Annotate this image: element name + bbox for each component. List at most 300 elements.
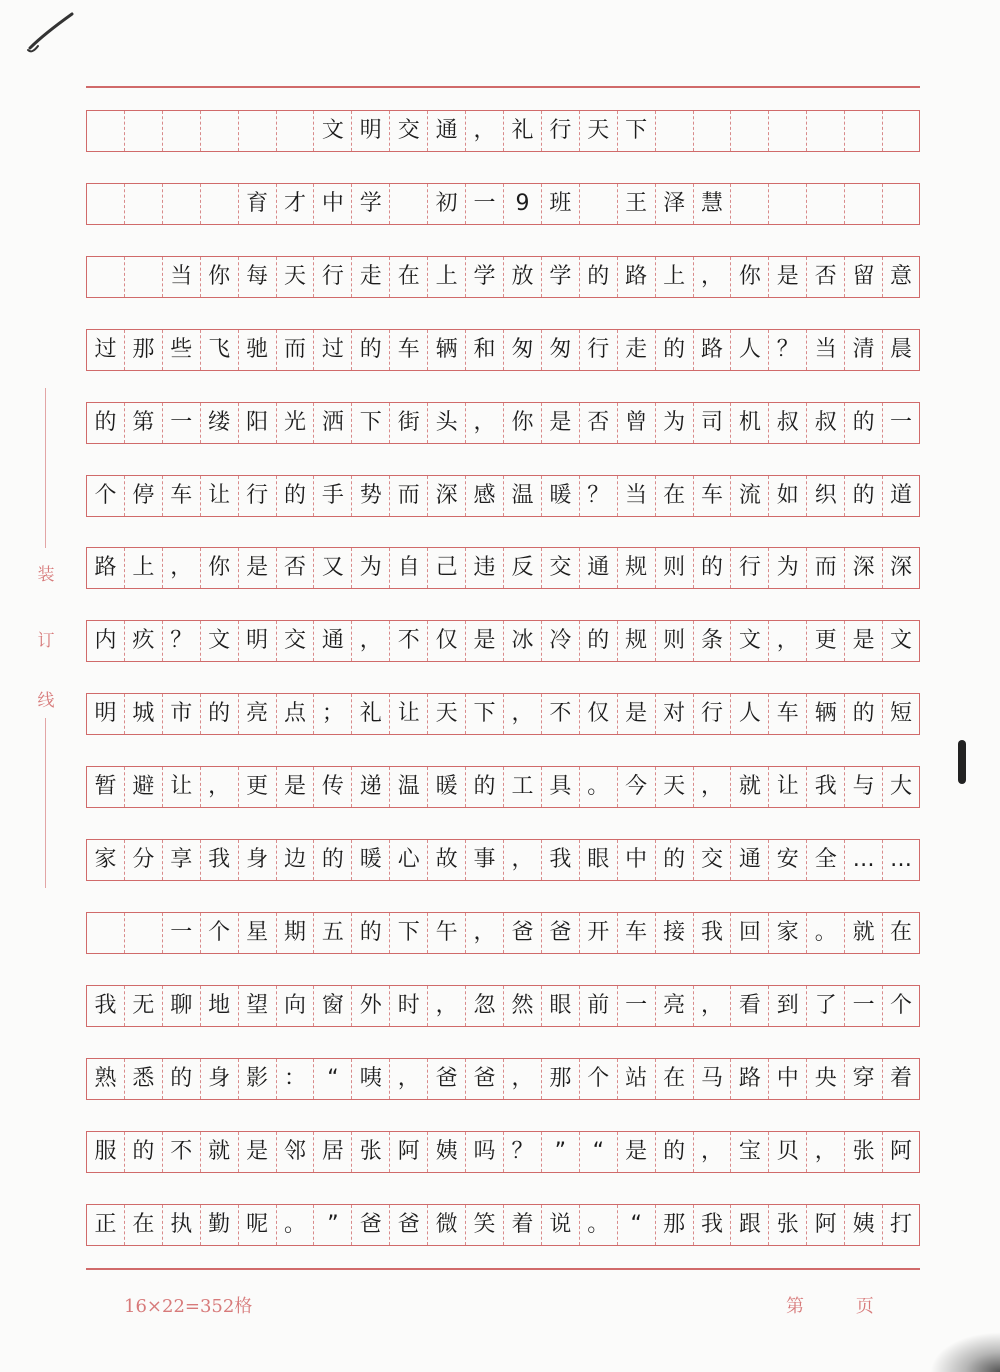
grid-cell: 行 bbox=[541, 111, 579, 151]
grid-cell: 机 bbox=[730, 403, 768, 443]
grid-cell: 温 bbox=[503, 476, 541, 516]
grid-cell bbox=[162, 184, 200, 224]
grid-cell: 避 bbox=[124, 767, 162, 807]
grid-cell bbox=[768, 111, 806, 151]
grid-cell: 下 bbox=[389, 913, 427, 953]
grid-cell: 更 bbox=[238, 767, 276, 807]
grid-cell bbox=[86, 184, 124, 224]
grid-cell: 与 bbox=[844, 767, 882, 807]
grid-cell: 暖 bbox=[351, 840, 389, 880]
grid-cell: 你 bbox=[503, 403, 541, 443]
grid-cell: 过 bbox=[313, 330, 351, 370]
grid-row bbox=[86, 402, 920, 444]
grid-cell: 那 bbox=[124, 330, 162, 370]
grid-cell: 感 bbox=[465, 476, 503, 516]
grid-cell: 那 bbox=[655, 1205, 693, 1245]
grid-cell: 礼 bbox=[351, 694, 389, 734]
grid-cell: 行 bbox=[313, 257, 351, 297]
grid-cell: 眼 bbox=[541, 986, 579, 1026]
grid-cell: 不 bbox=[389, 621, 427, 661]
grid-cell: 街 bbox=[389, 403, 427, 443]
grid-cell: 期 bbox=[276, 913, 314, 953]
grid-cell: 些 bbox=[162, 330, 200, 370]
grid-cell bbox=[730, 111, 768, 151]
grid-cell: 执 bbox=[162, 1205, 200, 1245]
grid-cell: 我 bbox=[541, 840, 579, 880]
grid-cell: 暖 bbox=[427, 767, 465, 807]
grid-row bbox=[86, 693, 920, 735]
grid-cell: 人 bbox=[730, 330, 768, 370]
grid-cell: 爸 bbox=[541, 913, 579, 953]
grid-cell: 明 bbox=[351, 111, 389, 151]
grid-cell: 学 bbox=[541, 257, 579, 297]
grid-cell: 为 bbox=[351, 548, 389, 588]
grid-cell: 礼 bbox=[503, 111, 541, 151]
grid-cell: 而 bbox=[276, 330, 314, 370]
grid-cell: 的 bbox=[693, 548, 731, 588]
grid-cell: 我 bbox=[86, 986, 124, 1026]
grid-row bbox=[86, 985, 920, 1027]
grid-cell: 是 bbox=[617, 1132, 655, 1172]
grid-cell: 在 bbox=[389, 257, 427, 297]
grid-cell: 上 bbox=[124, 548, 162, 588]
grid-cell: 爸 bbox=[389, 1205, 427, 1245]
grid-cell: 的 bbox=[844, 694, 882, 734]
grid-row bbox=[86, 839, 920, 881]
grid-cell: 央 bbox=[806, 1059, 844, 1099]
grid-cell: 的 bbox=[200, 694, 238, 734]
grid-cell: 车 bbox=[617, 913, 655, 953]
grid-row bbox=[86, 475, 920, 517]
grid-cell: 马 bbox=[693, 1059, 731, 1099]
grid-cell: 让 bbox=[200, 476, 238, 516]
grid-cell: 当 bbox=[617, 476, 655, 516]
grid-cell: 在 bbox=[655, 476, 693, 516]
grid-cell: 的 bbox=[162, 1059, 200, 1099]
grid-cell: 暂 bbox=[86, 767, 124, 807]
grid-cell: 飞 bbox=[200, 330, 238, 370]
grid-cell: 让 bbox=[768, 767, 806, 807]
grid-cell: 自 bbox=[389, 548, 427, 588]
grid-row bbox=[86, 620, 920, 662]
grid-cell: ， bbox=[693, 767, 731, 807]
grid-cell bbox=[806, 111, 844, 151]
grid-cell: 悉 bbox=[124, 1059, 162, 1099]
grid-cell: ， bbox=[693, 986, 731, 1026]
grid-cell: 的 bbox=[313, 840, 351, 880]
grid-cell: … bbox=[882, 840, 920, 880]
grid-cell: 交 bbox=[389, 111, 427, 151]
grid-cell: 宝 bbox=[730, 1132, 768, 1172]
grid-cell: ？ bbox=[503, 1132, 541, 1172]
grid-cell: 深 bbox=[882, 548, 920, 588]
grid-cell: ， bbox=[465, 111, 503, 151]
grid-cell: 分 bbox=[124, 840, 162, 880]
grid-cell: 明 bbox=[238, 621, 276, 661]
grid-cell: 个 bbox=[86, 476, 124, 516]
grid-cell: 叔 bbox=[768, 403, 806, 443]
grid-cell bbox=[693, 111, 731, 151]
grid-cell: 望 bbox=[238, 986, 276, 1026]
grid-cell: 阿 bbox=[389, 1132, 427, 1172]
grid-cell: 9 bbox=[503, 184, 541, 224]
grid-cell: 的 bbox=[86, 403, 124, 443]
grid-cell: 暖 bbox=[541, 476, 579, 516]
grid-cell: 。 bbox=[579, 767, 617, 807]
grid-cell: 慧 bbox=[693, 184, 731, 224]
grid-cell: 的 bbox=[276, 476, 314, 516]
grid-cell: 车 bbox=[162, 476, 200, 516]
grid-cell: 交 bbox=[276, 621, 314, 661]
grid-cell bbox=[124, 913, 162, 953]
grid-cell: 短 bbox=[882, 694, 920, 734]
grid-cell: 通 bbox=[730, 840, 768, 880]
grid-cell: 贝 bbox=[768, 1132, 806, 1172]
grid-cell: 一 bbox=[465, 184, 503, 224]
grid-row bbox=[86, 912, 920, 954]
grid-cell: 服 bbox=[86, 1132, 124, 1172]
grid-cell: 一 bbox=[617, 986, 655, 1026]
grid-cell: 为 bbox=[655, 403, 693, 443]
grid-cell bbox=[768, 184, 806, 224]
grid-cell bbox=[200, 184, 238, 224]
grid-cell: 邻 bbox=[276, 1132, 314, 1172]
grid-cell: ， bbox=[389, 1059, 427, 1099]
grid-cell: 那 bbox=[541, 1059, 579, 1099]
grid-cell: ， bbox=[465, 913, 503, 953]
grid-cell: 具 bbox=[541, 767, 579, 807]
grid-cell: 张 bbox=[844, 1132, 882, 1172]
grid-cell: 午 bbox=[427, 913, 465, 953]
grid-cell: 熟 bbox=[86, 1059, 124, 1099]
grid-cell: 姨 bbox=[427, 1132, 465, 1172]
grid-cell: 天 bbox=[427, 694, 465, 734]
grid-cell: 大 bbox=[882, 767, 920, 807]
grid-cell: 前 bbox=[579, 986, 617, 1026]
grid-cell: 己 bbox=[427, 548, 465, 588]
grid-cell: 文 bbox=[313, 111, 351, 151]
grid-cell bbox=[200, 111, 238, 151]
grid-cell: 的 bbox=[655, 840, 693, 880]
grid-cell: 车 bbox=[693, 476, 731, 516]
grid-cell: 故 bbox=[427, 840, 465, 880]
grid-cell: 身 bbox=[238, 840, 276, 880]
grid-cell bbox=[124, 184, 162, 224]
grid-cell: 学 bbox=[351, 184, 389, 224]
grid-cell bbox=[124, 257, 162, 297]
grid-cell: 通 bbox=[579, 548, 617, 588]
grid-cell bbox=[655, 111, 693, 151]
grid-cell: 我 bbox=[806, 767, 844, 807]
grid-cell: 冰 bbox=[503, 621, 541, 661]
grid-cell: 如 bbox=[768, 476, 806, 516]
grid-cell: 温 bbox=[389, 767, 427, 807]
grid-cell: 司 bbox=[693, 403, 731, 443]
grid-cell: 曾 bbox=[617, 403, 655, 443]
grid-cell: 说 bbox=[541, 1205, 579, 1245]
grid-cell: ， bbox=[465, 403, 503, 443]
grid-cell: 停 bbox=[124, 476, 162, 516]
grid-cell: 势 bbox=[351, 476, 389, 516]
grid-row bbox=[86, 183, 920, 225]
grid-cell: 文 bbox=[730, 621, 768, 661]
grid-cell: 不 bbox=[541, 694, 579, 734]
grid-cell: 身 bbox=[200, 1059, 238, 1099]
grid-row bbox=[86, 547, 920, 589]
grid-cell: “ bbox=[617, 1205, 655, 1245]
grid-cell: 当 bbox=[806, 330, 844, 370]
grid-cell: ； bbox=[313, 694, 351, 734]
grid-cell: 深 bbox=[844, 548, 882, 588]
grid-cell: ” bbox=[313, 1205, 351, 1245]
grid-cell: 站 bbox=[617, 1059, 655, 1099]
grid-cell: 通 bbox=[427, 111, 465, 151]
binding-char-3: 线 bbox=[37, 691, 55, 711]
grid-cell: 辆 bbox=[806, 694, 844, 734]
grid-cell bbox=[86, 913, 124, 953]
grid-cell: 窗 bbox=[313, 986, 351, 1026]
grid-cell: ？ bbox=[162, 621, 200, 661]
grid-cell: 居 bbox=[313, 1132, 351, 1172]
grid-cell: 上 bbox=[427, 257, 465, 297]
grid-cell: 勤 bbox=[200, 1205, 238, 1245]
grid-cell: 是 bbox=[238, 1132, 276, 1172]
grid-cell: 第 bbox=[124, 403, 162, 443]
grid-cell: 心 bbox=[389, 840, 427, 880]
grid-cell bbox=[124, 111, 162, 151]
grid-cell: 市 bbox=[162, 694, 200, 734]
grid-cell bbox=[844, 184, 882, 224]
grid-cell: 打 bbox=[882, 1205, 920, 1245]
grid-cell: 路 bbox=[617, 257, 655, 297]
grid-cell bbox=[844, 111, 882, 151]
grid-cell: ， bbox=[351, 621, 389, 661]
grid-row bbox=[86, 1204, 920, 1246]
grid-cell: 爸 bbox=[427, 1059, 465, 1099]
grid-cell: 吗 bbox=[465, 1132, 503, 1172]
grid-cell: 下 bbox=[351, 403, 389, 443]
grid-cell: 为 bbox=[768, 548, 806, 588]
grid-cell: 家 bbox=[86, 840, 124, 880]
grid-cell: 行 bbox=[238, 476, 276, 516]
grid-cell: 微 bbox=[427, 1205, 465, 1245]
grid-cell: 则 bbox=[655, 548, 693, 588]
grid-cell: 一 bbox=[844, 986, 882, 1026]
grid-cell: 接 bbox=[655, 913, 693, 953]
grid-cell: 疚 bbox=[124, 621, 162, 661]
grid-cell: 穿 bbox=[844, 1059, 882, 1099]
grid-cell: 的 bbox=[579, 257, 617, 297]
grid-cell: 的 bbox=[579, 621, 617, 661]
grid-cell: 而 bbox=[806, 548, 844, 588]
grid-cell: 开 bbox=[579, 913, 617, 953]
grid-cell bbox=[389, 184, 427, 224]
grid-cell: 爸 bbox=[465, 1059, 503, 1099]
grid-row bbox=[86, 1131, 920, 1173]
grid-cell: 。 bbox=[579, 1205, 617, 1245]
grid-cell: 当 bbox=[162, 257, 200, 297]
grid-cell: 一 bbox=[162, 913, 200, 953]
grid-cell: 向 bbox=[276, 986, 314, 1026]
grid-cell: 文 bbox=[882, 621, 920, 661]
grid-cell bbox=[162, 111, 200, 151]
grid-cell: 安 bbox=[768, 840, 806, 880]
scan-edge-mark bbox=[958, 740, 966, 784]
grid-cell: 让 bbox=[389, 694, 427, 734]
grid-cell: 的 bbox=[655, 330, 693, 370]
bottom-rule bbox=[86, 1268, 920, 1270]
grid-cell: 光 bbox=[276, 403, 314, 443]
grid-cell: 了 bbox=[806, 986, 844, 1026]
grid-cell: 道 bbox=[882, 476, 920, 516]
grid-cell: 个 bbox=[882, 986, 920, 1026]
grid-cell: 通 bbox=[313, 621, 351, 661]
grid-cell: 行 bbox=[579, 330, 617, 370]
grid-cell: ， bbox=[503, 1059, 541, 1099]
grid-cell: 是 bbox=[541, 403, 579, 443]
grid-cell: 张 bbox=[768, 1205, 806, 1245]
grid-cell bbox=[882, 184, 920, 224]
grid-cell: 爸 bbox=[351, 1205, 389, 1245]
grid-cell: 不 bbox=[162, 1132, 200, 1172]
grid-cell: ， bbox=[693, 257, 731, 297]
grid-cell: 流 bbox=[730, 476, 768, 516]
grid-cell: 则 bbox=[655, 621, 693, 661]
pen-stroke-mark bbox=[24, 10, 80, 54]
grid-cell: 享 bbox=[162, 840, 200, 880]
grid-cell: 否 bbox=[806, 257, 844, 297]
grid-cell: 洒 bbox=[313, 403, 351, 443]
grid-cell: 的 bbox=[351, 913, 389, 953]
grid-cell: 你 bbox=[730, 257, 768, 297]
grid-cell: 的 bbox=[844, 403, 882, 443]
grid-cell: 缕 bbox=[200, 403, 238, 443]
top-rule bbox=[86, 86, 920, 88]
grid-cell: 匆 bbox=[503, 330, 541, 370]
grid-cell: 影 bbox=[238, 1059, 276, 1099]
grid-cell: 仅 bbox=[427, 621, 465, 661]
grid-cell: 头 bbox=[427, 403, 465, 443]
grid-cell bbox=[806, 184, 844, 224]
grid-cell: 天 bbox=[655, 767, 693, 807]
grid-cell: 让 bbox=[162, 767, 200, 807]
grid-cell: 泽 bbox=[655, 184, 693, 224]
grid-cell: 就 bbox=[844, 913, 882, 953]
grid-cell: 走 bbox=[351, 257, 389, 297]
grid-cell: 意 bbox=[882, 257, 920, 297]
grid-cell: 初 bbox=[427, 184, 465, 224]
grid-cell: ， bbox=[768, 621, 806, 661]
grid-cell: 边 bbox=[276, 840, 314, 880]
grid-cell: “ bbox=[313, 1059, 351, 1099]
grid-cell: 辆 bbox=[427, 330, 465, 370]
grid-cell: 学 bbox=[465, 257, 503, 297]
grid-cell: 家 bbox=[768, 913, 806, 953]
grid-cell: 是 bbox=[238, 548, 276, 588]
grid-cell: 是 bbox=[465, 621, 503, 661]
grid-cell: 中 bbox=[313, 184, 351, 224]
grid-cell: 阳 bbox=[238, 403, 276, 443]
grid-cell: 外 bbox=[351, 986, 389, 1026]
grid-cell: ， bbox=[503, 840, 541, 880]
grid-cell: 是 bbox=[617, 694, 655, 734]
grid-cell: 匆 bbox=[541, 330, 579, 370]
grid-cell: 在 bbox=[655, 1059, 693, 1099]
grid-cell: 呢 bbox=[238, 1205, 276, 1245]
grid-cell: 而 bbox=[389, 476, 427, 516]
grid-cell: ， bbox=[200, 767, 238, 807]
grid-cell: ， bbox=[162, 548, 200, 588]
grid-cell: 叔 bbox=[806, 403, 844, 443]
grid-cell: 传 bbox=[313, 767, 351, 807]
grid-cell: 的 bbox=[655, 1132, 693, 1172]
binding-char-2: 订 bbox=[37, 631, 55, 651]
grid-cell: 就 bbox=[730, 767, 768, 807]
grid-cell: 个 bbox=[200, 913, 238, 953]
scan-corner-shadow bbox=[930, 1332, 1000, 1372]
grid-cell bbox=[882, 111, 920, 151]
grid-cell: 在 bbox=[882, 913, 920, 953]
grid-cell: 过 bbox=[86, 330, 124, 370]
grid-cell: 今 bbox=[617, 767, 655, 807]
grid-cell: 清 bbox=[844, 330, 882, 370]
grid-cell: 留 bbox=[844, 257, 882, 297]
grid-cell: 爸 bbox=[503, 913, 541, 953]
grid-cell: ” bbox=[541, 1132, 579, 1172]
grid-cell: 中 bbox=[617, 840, 655, 880]
grid-cell: 一 bbox=[882, 403, 920, 443]
grid-cell: 咦 bbox=[351, 1059, 389, 1099]
grid-cell: 晨 bbox=[882, 330, 920, 370]
grid-row bbox=[86, 110, 920, 152]
grid-cell: ？ bbox=[579, 476, 617, 516]
grid-cell: 着 bbox=[503, 1205, 541, 1245]
grid-row bbox=[86, 766, 920, 808]
grid-cell: 的 bbox=[844, 476, 882, 516]
grid-cell: 行 bbox=[730, 548, 768, 588]
grid-cell: 天 bbox=[579, 111, 617, 151]
grid-cell: 全 bbox=[806, 840, 844, 880]
grid-cell: 事 bbox=[465, 840, 503, 880]
grid-cell: 对 bbox=[655, 694, 693, 734]
grid-cell: 阿 bbox=[806, 1205, 844, 1245]
grid-cell: 每 bbox=[238, 257, 276, 297]
grid-cell bbox=[579, 184, 617, 224]
grid-cell: 行 bbox=[693, 694, 731, 734]
grid-cell: 路 bbox=[730, 1059, 768, 1099]
grid-cell: 的 bbox=[465, 767, 503, 807]
grid-cell: 是 bbox=[276, 767, 314, 807]
binding-char-1: 装 bbox=[37, 565, 55, 585]
grid-cell: 冷 bbox=[541, 621, 579, 661]
grid-cell: 忽 bbox=[465, 986, 503, 1026]
grid-cell: … bbox=[844, 840, 882, 880]
grid-cell: 班 bbox=[541, 184, 579, 224]
grid-row bbox=[86, 1058, 920, 1100]
grid-cell: 上 bbox=[655, 257, 693, 297]
grid-cell: 才 bbox=[276, 184, 314, 224]
grid-cell: 是 bbox=[844, 621, 882, 661]
grid-cell: 你 bbox=[200, 548, 238, 588]
grid-cell: 一 bbox=[162, 403, 200, 443]
grid-cell: 放 bbox=[503, 257, 541, 297]
grid-cell: 又 bbox=[313, 548, 351, 588]
grid-cell: 到 bbox=[768, 986, 806, 1026]
grid-cell: 。 bbox=[806, 913, 844, 953]
grid-cell: 人 bbox=[730, 694, 768, 734]
grid-cell: 。 bbox=[276, 1205, 314, 1245]
grid-cell: 亮 bbox=[655, 986, 693, 1026]
